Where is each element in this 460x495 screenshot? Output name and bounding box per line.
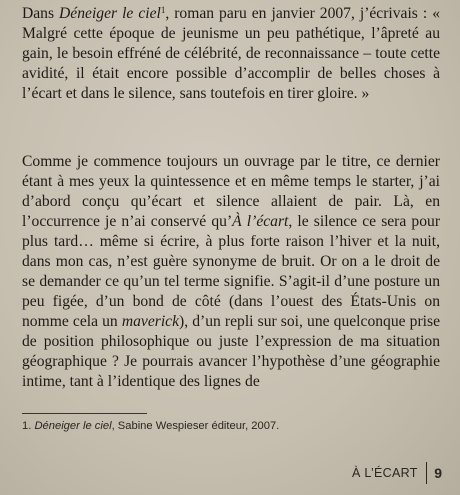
- paragraph-1-text-b: , roman paru en janvier 2007, j’écrivais : « Malgré cette époque de jeunisme un peu pathétique, l’âpreté au gain, le besoin effréné de célébrité, de reconnaissance – toute cette avidité, il était encore possible d’accomplir de belles choses à l’écart et dans le silence, sans toutefois en tirer gloire. »: [22, 5, 440, 102]
- book-title-italic: Déneiger le ciel: [59, 5, 161, 22]
- running-separator: [426, 462, 428, 484]
- paragraph-2-text-c: ), d’un repli sur soi, une quelconque prise de position philosophique ou juste l’expression de ma situation géographique ? Je pourrais avancer l’hypothèse d’une géographie intime, tant à l’identique des lignes de: [22, 313, 440, 390]
- page-number: 9: [434, 465, 442, 481]
- paragraph-2-text-a: Comme je commence toujours un ouvrage par le titre, ce dernier étant à mes yeux la quintessence et en même temps le starter, j’ai d’abord conçu qu’écart et silence allaient de pair. Là, en l’occurrence je n’ai conservé qu’: [22, 153, 440, 230]
- paragraph-2: [22, 152, 440, 392]
- footnote-reference: 1: [160, 5, 166, 15]
- footnote: [22, 419, 442, 433]
- paragraph-2-text-b: , le silence ce sera pour plus tard… même si écrire, à plus forte raison l’hiver et la nuit, dans mon cas, n’est guère synonyme de bruit. Or on a le droit de se demander ce qu’un tel terme signifie. S’agit-il d’une posture un peu figée, d’un bond de côté (dans l’ouest des États-Unis on nomme cela un: [22, 213, 441, 330]
- paragraph-1-text-a: Dans: [22, 5, 60, 22]
- footnote-number: 1.: [22, 420, 32, 432]
- work-title-italic: À l’écart: [232, 213, 289, 230]
- paragraph-1: [22, 4, 440, 104]
- maverick-italic: maverick: [121, 313, 179, 330]
- running-footer: [352, 462, 442, 484]
- footnote-title: Déneiger le ciel: [34, 420, 112, 432]
- footnote-divider: [22, 413, 147, 414]
- running-title: À L’ÉCART: [352, 466, 418, 480]
- footnote-text: , Sabine Wespieser éditeur, 2007.: [111, 420, 280, 432]
